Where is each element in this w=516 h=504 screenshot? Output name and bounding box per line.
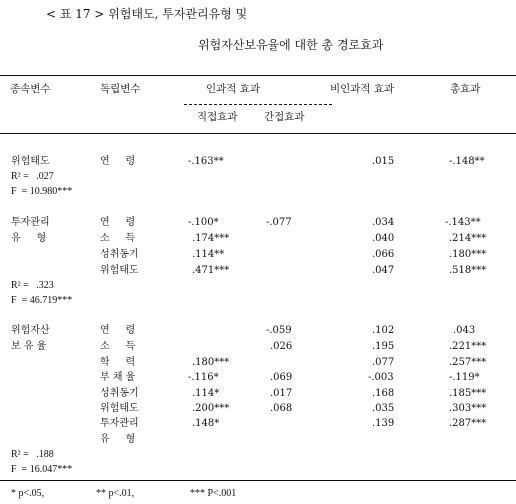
- independent-label: 연 령: [100, 325, 136, 336]
- total-effect: .043: [453, 325, 476, 336]
- footnote-p05: * p<.05,: [11, 488, 45, 499]
- f-statistic: F = 10.980***: [11, 186, 73, 197]
- independent-label: 소 득: [100, 233, 136, 244]
- indirect-effect: -.059: [266, 325, 292, 336]
- total-effect: .287***: [449, 418, 487, 429]
- total-effect: .257***: [449, 357, 487, 368]
- header-total: 총효과: [450, 83, 481, 95]
- footnote-p001: *** P<.001: [190, 488, 237, 499]
- total-effect: .518***: [449, 265, 487, 276]
- direct-effect: .200***: [192, 403, 230, 414]
- noncausal-effect: .035: [372, 403, 395, 414]
- indirect-effect: .069: [270, 372, 293, 383]
- f-statistic: F = 46.719***: [11, 295, 73, 306]
- independent-label: 위험태도: [100, 403, 139, 414]
- r-squared: R² = .188: [11, 449, 54, 460]
- noncausal-effect: .066: [372, 249, 395, 260]
- noncausal-effect: .195: [372, 341, 395, 352]
- direct-effect: .148*: [192, 418, 220, 429]
- r-squared: R² = .323: [11, 280, 54, 291]
- noncausal-effect: .040: [372, 233, 395, 244]
- dependent-label-cont: 보 유 율: [11, 341, 47, 352]
- header-direct: 직접효과: [197, 111, 238, 123]
- direct-effect: .180***: [192, 357, 230, 368]
- indirect-effect: .026: [270, 341, 293, 352]
- noncausal-effect: .077: [372, 357, 395, 368]
- header-bottom-rule: [0, 133, 516, 134]
- noncausal-effect: .168: [372, 388, 395, 399]
- total-effect: .303***: [449, 403, 487, 414]
- total-effect: -.119*: [449, 372, 480, 383]
- footnote-p01: ** p<.01,: [96, 488, 135, 499]
- noncausal-effect: .015: [372, 156, 395, 167]
- independent-label: 학 력: [100, 357, 136, 368]
- indirect-effect: .068: [270, 403, 293, 414]
- noncausal-effect: .102: [372, 325, 395, 336]
- dependent-label: 투자관리: [11, 217, 50, 228]
- independent-label: 부 채 율: [100, 372, 136, 383]
- r-squared: R² = .027: [11, 171, 54, 182]
- f-statistic: F = 16.047***: [11, 464, 73, 475]
- total-effect: .221***: [449, 341, 487, 352]
- noncausal-effect: .034: [372, 217, 395, 228]
- header-noncausal: 비인과적 효과: [330, 83, 395, 95]
- total-effect: .180***: [449, 249, 487, 260]
- dependent-label-cont: 유 형: [11, 233, 47, 244]
- direct-effect: .174***: [192, 233, 230, 244]
- indirect-effect: .017: [270, 388, 293, 399]
- bottom-rule: [0, 480, 516, 481]
- dependent-label: 위험자산: [11, 325, 50, 336]
- direct-effect: .471***: [192, 265, 230, 276]
- total-effect: .185***: [449, 388, 487, 399]
- independent-label: 유 형: [100, 434, 136, 445]
- direct-effect: .114*: [192, 388, 220, 399]
- header-indirect: 간접효과: [264, 111, 305, 123]
- independent-label: 소 득: [100, 341, 136, 352]
- direct-effect: .114**: [192, 249, 225, 260]
- header-causal: 인과적 효과: [206, 83, 261, 95]
- independent-label: 투자관리: [100, 418, 139, 429]
- direct-effect: -.116*: [188, 372, 219, 383]
- header-dependent: 종속변수: [10, 83, 51, 95]
- table-title-line1: < 표 17 > 위험태도, 투자관리유형 및: [46, 7, 248, 21]
- independent-label: 연 령: [100, 156, 136, 167]
- independent-label: 연 령: [100, 217, 136, 228]
- total-effect: -.148**: [449, 156, 485, 167]
- direct-effect: -.163**: [188, 156, 224, 167]
- table-title-line2: 위험자산보유율에 대한 총 경로효과: [198, 38, 384, 52]
- independent-label: 위험태도: [100, 265, 139, 276]
- indirect-effect: -.077: [266, 217, 292, 228]
- noncausal-effect: -.003: [368, 372, 394, 383]
- total-effect: .214***: [449, 233, 487, 244]
- causal-underline: [184, 104, 332, 105]
- independent-label: 성취동기: [100, 249, 139, 260]
- noncausal-effect: .139: [372, 418, 395, 429]
- header-independent: 독립변수: [100, 83, 141, 95]
- top-rule: [0, 75, 516, 76]
- dependent-label: 위험태도: [11, 156, 50, 167]
- noncausal-effect: .047: [372, 265, 395, 276]
- direct-effect: -.100*: [188, 217, 219, 228]
- independent-label: 성취동기: [100, 388, 139, 399]
- total-effect: -.143**: [445, 217, 481, 228]
